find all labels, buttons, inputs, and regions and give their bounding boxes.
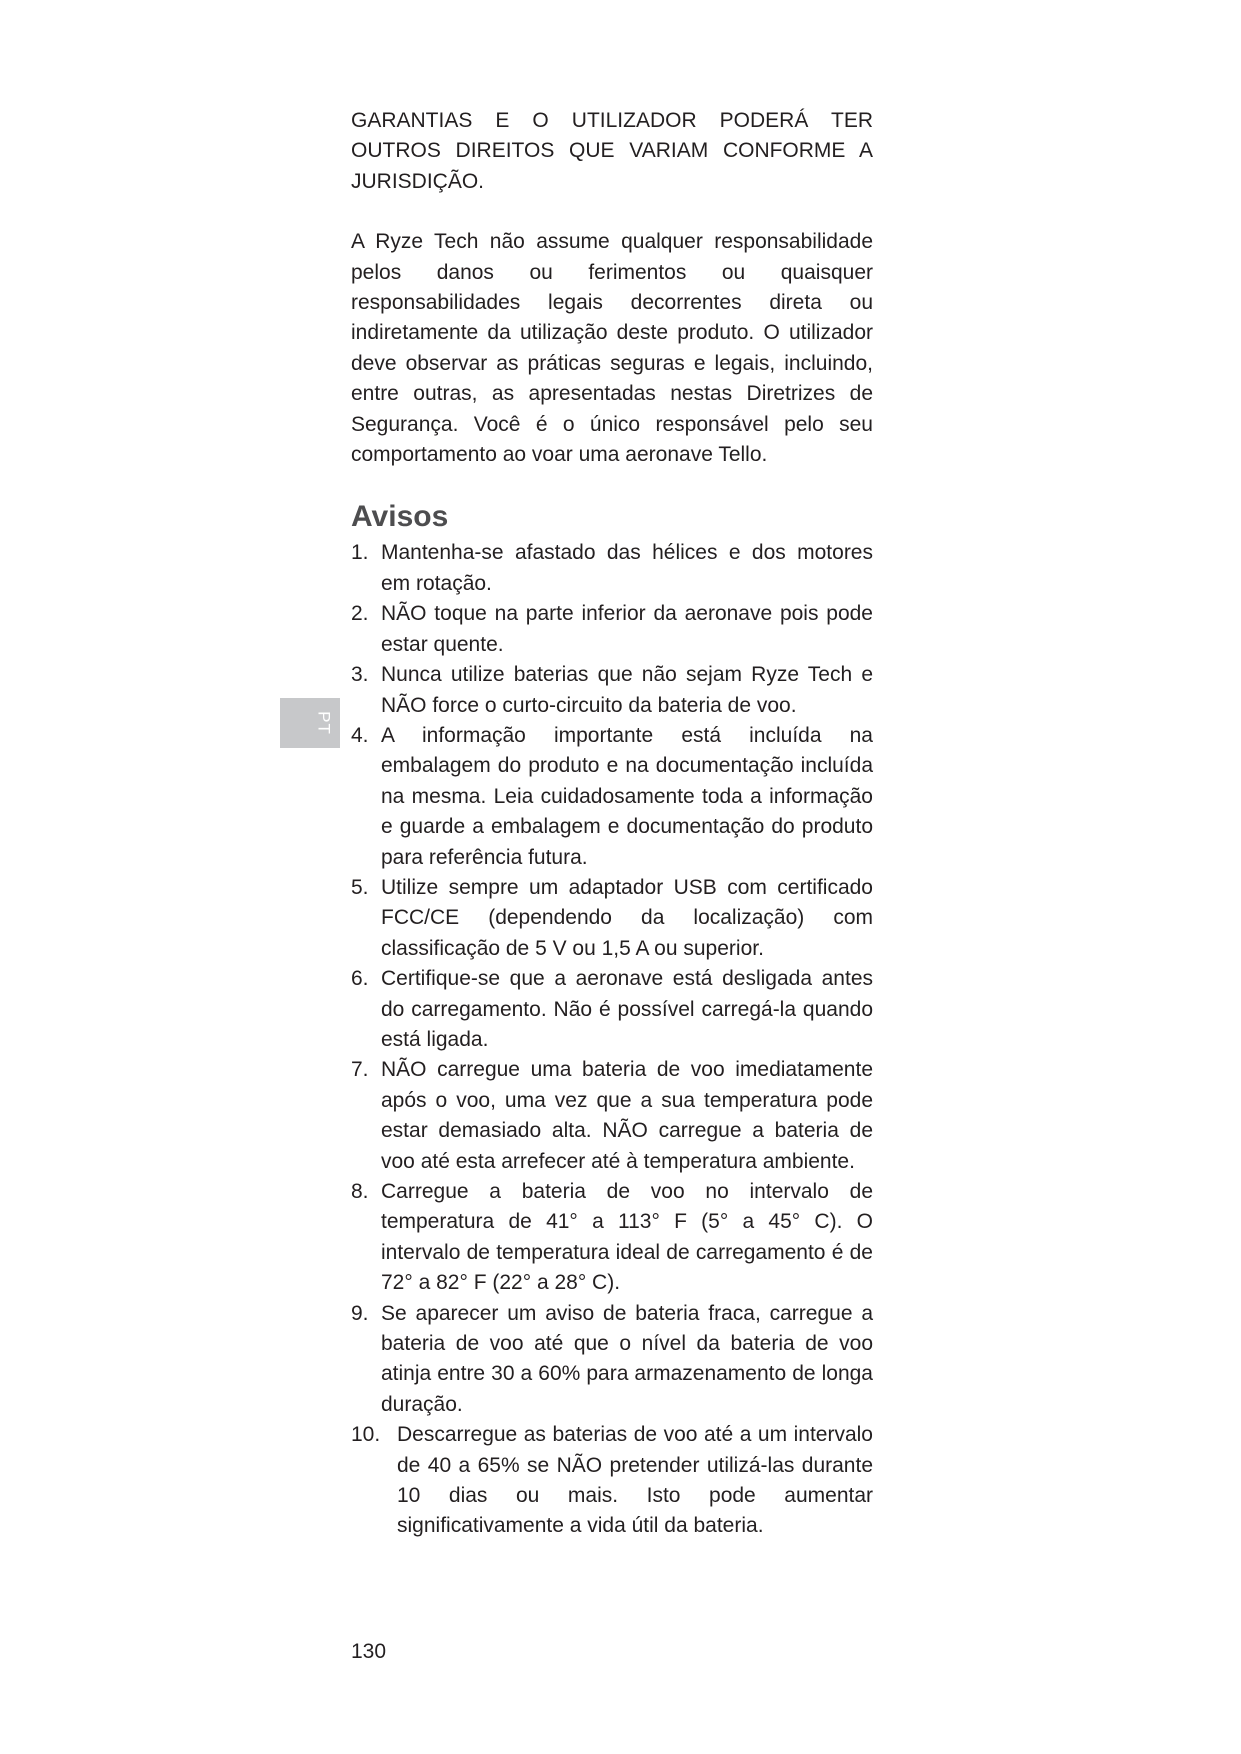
warning-text: Descarregue as baterias de voo até a um intervalo de 40 a 65% se NÃO pretender utilizá-las durante 10 dias ou mais. Isto pode aumentar significativamente a vida útil da bateria. (397, 1423, 873, 1538)
warning-item (351, 721, 873, 873)
warning-item (351, 538, 873, 599)
warning-text: Mantenha-se afastado das hélices e dos motores em rotação. (381, 541, 873, 595)
page-content (351, 106, 873, 1542)
warning-number: 10. (351, 1423, 381, 1447)
warning-item (351, 1420, 873, 1542)
warning-number: 5. (351, 875, 369, 899)
warning-text: A informação importante está incluída na embalagem do produto e na documentação incluída na mesma. Leia cuidadosamente toda a informação e guarde a embalagem e documentação do produto para referência futura. (381, 723, 873, 869)
warning-number: 1. (351, 541, 369, 565)
warning-item (351, 599, 873, 660)
warning-text: NÃO toque na parte inferior da aeronave pois pode estar quente. (381, 602, 873, 656)
warning-number: 4. (351, 723, 369, 747)
language-tab (280, 698, 340, 748)
warning-text: Nunca utilize baterias que não sejam Ryze Tech e NÃO force o curto-circuito da bateria de voo. (381, 663, 873, 717)
warning-text: NÃO carregue uma bateria de voo imediatamente após o voo, uma vez que a sua temperatura pode estar demasiado alta. NÃO carregue a bateria de voo até esta arrefecer até à temperatura ambiente. (381, 1058, 873, 1173)
warning-item (351, 964, 873, 1055)
warnings-list (351, 538, 873, 1541)
warning-number: 6. (351, 967, 369, 991)
warning-item (351, 873, 873, 964)
language-tab-label: PT (314, 711, 334, 735)
warning-item (351, 1177, 873, 1299)
section-heading: Avisos (351, 500, 449, 534)
warranty-paragraph: GARANTIAS E O UTILIZADOR PODERÁ TER OUTROS DIREITOS QUE VARIAM CONFORME A JURISDIÇÃO. (351, 109, 873, 193)
warning-text: Se aparecer um aviso de bateria fraca, carregue a bateria de voo até que o nível da bateria de voo atinja entre 30 a 60% para armazenamento de longa duração. (381, 1301, 873, 1416)
warning-item (351, 660, 873, 721)
warning-number: 3. (351, 663, 369, 687)
warning-number: 2. (351, 602, 369, 626)
warning-number: 9. (351, 1301, 369, 1325)
liability-paragraph: A Ryze Tech não assume qualquer responsabilidade pelos danos ou ferimentos ou quaisquer responsabilidades legais decorrentes direta ou indiretamente da utilização deste produto. O utilizador deve observar as práticas seguras e legais, incluindo, entre outras, as apresentadas nestas Diretrizes de Segurança. Você é o único responsável pelo seu comportamento ao voar uma aeronave Tello. (351, 230, 873, 467)
warning-text: Certifique-se que a aeronave está desligada antes do carregamento. Não é possível carregá-la quando está ligada. (381, 967, 873, 1051)
warning-item (351, 1055, 873, 1177)
warning-number: 7. (351, 1058, 369, 1082)
warning-item (351, 1299, 873, 1421)
page-number: 130 (351, 1640, 387, 1663)
warning-text: Carregue a bateria de voo no intervalo de temperatura de 41° a 113° F (5° a 45° C). O intervalo de temperatura ideal de carregamento é de 72° a 82° F (22° a 28° C). (381, 1180, 873, 1295)
warning-number: 8. (351, 1180, 369, 1203)
warning-text: Utilize sempre um adaptador USB com certificado FCC/CE (dependendo da localização) com classificação de 5 V ou 1,5 A ou superior. (381, 875, 873, 960)
